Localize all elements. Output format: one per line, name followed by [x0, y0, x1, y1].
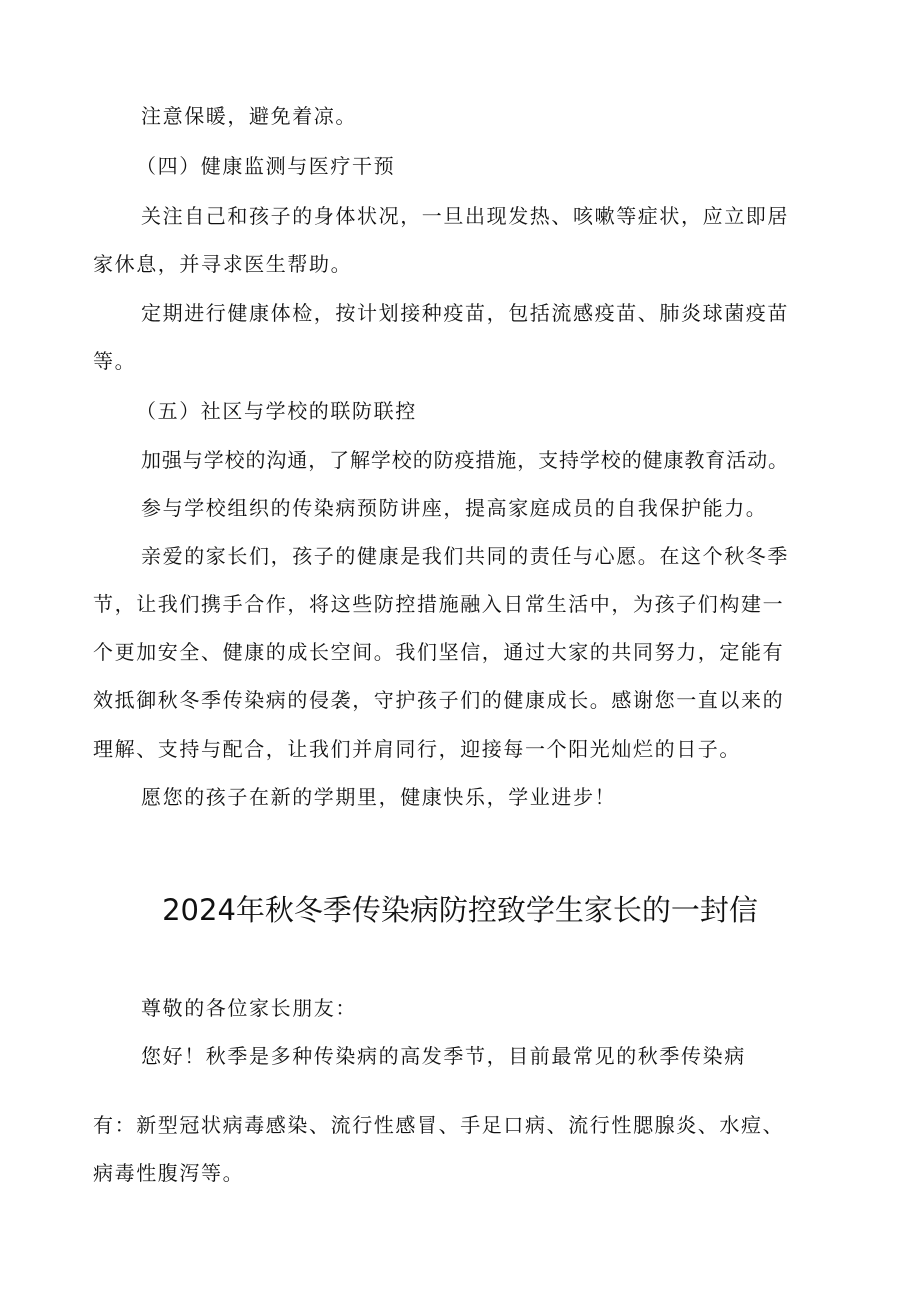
- salutation: 尊敬的各位家长朋友：: [141, 996, 357, 1020]
- text-line: 关注自己和孩子的身体状况，一旦出现发热、咳嗽等症状，应立即居: [141, 204, 789, 228]
- text-line: 病毒性腹泻等。: [93, 1161, 245, 1185]
- text-line: 定期进行健康体检，按计划接种疫苗，包括流感疫苗、肺炎球菌疫苗: [141, 301, 789, 325]
- text-line: 加强与学校的沟通，了解学校的防疫措施，支持学校的健康教育活动。: [141, 448, 789, 472]
- text-line: 等。: [93, 349, 137, 373]
- text-line: 亲爱的家长们，孩子的健康是我们共同的责任与心愿。在这个秋冬季: [141, 544, 789, 568]
- text-line: 参与学校组织的传染病预防讲座，提高家庭成员的自我保护能力。: [141, 496, 768, 520]
- text-line: 理解、支持与配合，让我们并肩同行，迎接每一个阳光灿烂的日子。: [93, 737, 741, 761]
- text-line: 个更加安全、健康的成长空间。我们坚信，通过大家的共同努力，定能有: [93, 640, 785, 664]
- text-line: 效抵御秋冬季传染病的侵袭，守护孩子们的健康成长。感谢您一直以来的: [93, 688, 785, 712]
- text-line: 注意保暖，避免着凉。: [141, 104, 357, 128]
- text-line: 有：新型冠状病毒感染、流行性感冒、手足口病、流行性腮腺炎、水痘、: [93, 1113, 785, 1137]
- section-heading: （五）社区与学校的联防联控: [136, 399, 417, 423]
- letter-title: 2024年秋冬季传染病防控致学生家长的一封信: [162, 893, 758, 927]
- text-line: 愿您的孩子在新的学期里，健康快乐，学业进步！: [141, 785, 617, 809]
- text-line: 您好！秋季是多种传染病的高发季节，目前最常见的秋季传染病: [141, 1044, 746, 1068]
- text-line: 节，让我们携手合作，将这些防控措施融入日常生活中，为孩子们构建一: [93, 592, 785, 616]
- section-heading: （四）健康监测与医疗干预: [136, 154, 396, 178]
- text-line: 家休息，并寻求医生帮助。: [93, 252, 353, 276]
